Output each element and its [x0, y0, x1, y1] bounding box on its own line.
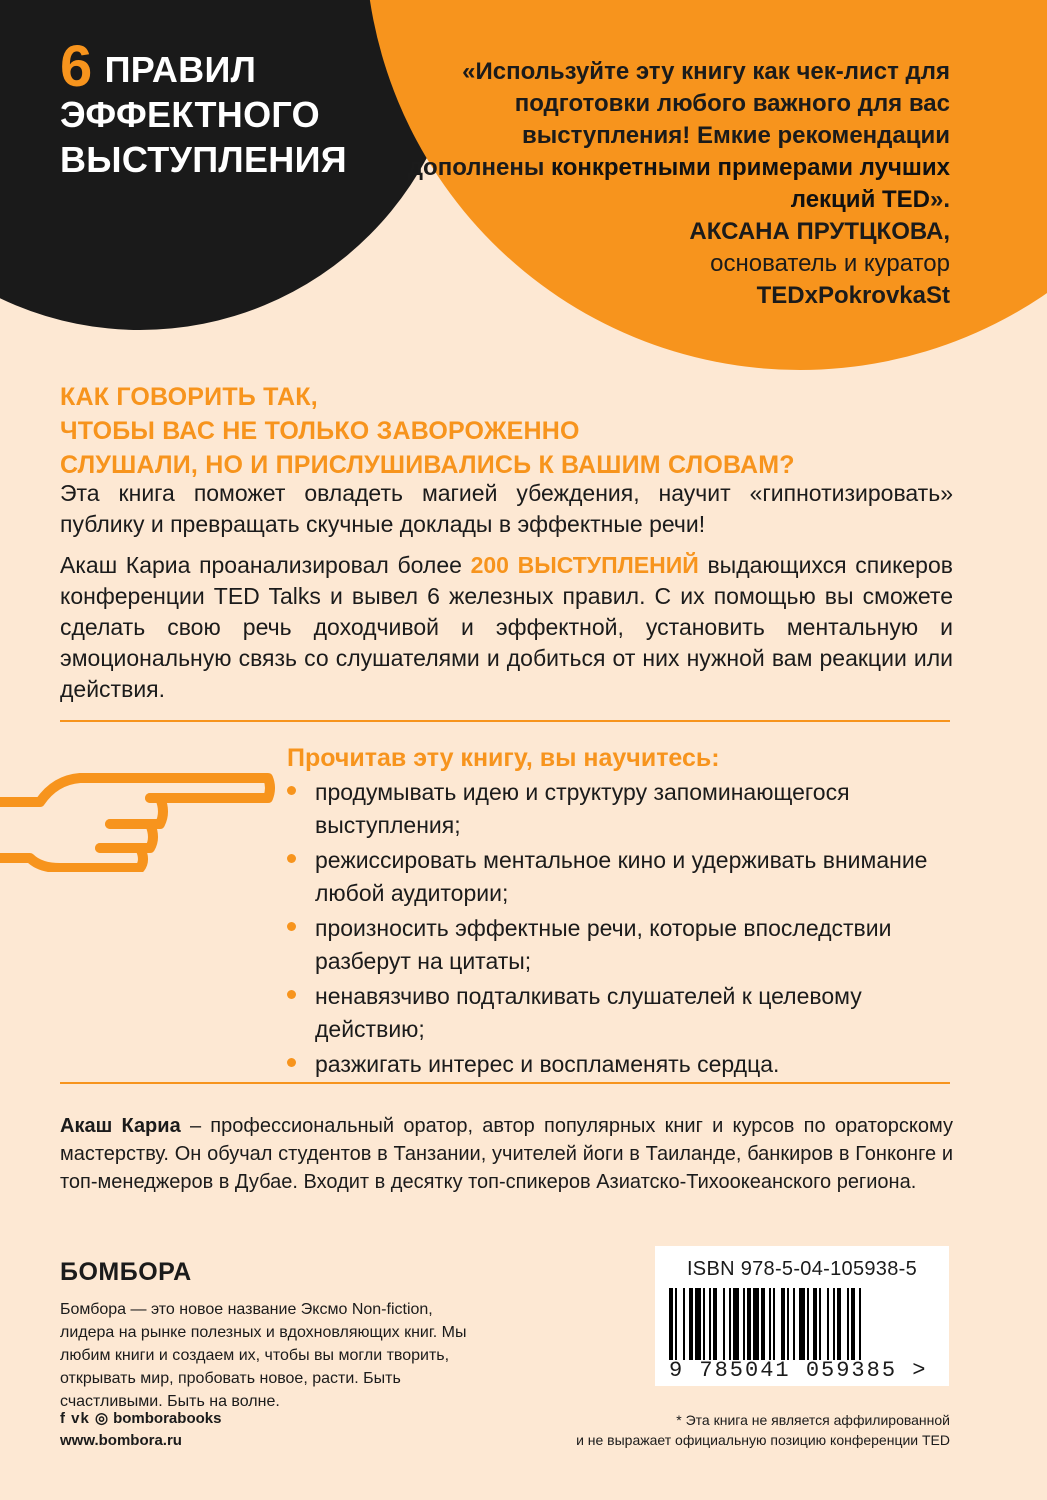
social-icons: f vk ◎ [60, 1410, 110, 1427]
book-title [60, 34, 347, 182]
bullet-icon [287, 854, 296, 863]
bullet-icon [287, 922, 296, 931]
author-name: Акаш Кариа [60, 1115, 181, 1137]
quote-author-name: АКСАНА ПРУТЦКОВА, [689, 218, 950, 245]
title-number: 6 [60, 34, 93, 99]
bullet-icon [287, 786, 296, 795]
title-line-1: ПРАВИЛ [104, 49, 257, 90]
list-item: разжигать интерес и воспламенять сердца. [287, 1048, 967, 1081]
intro-paragraph: Эта книга поможет овладеть магией убеждения, научит «гипнотизировать» публику и превращать скучные доклады в эффектные речи! [60, 480, 953, 537]
isbn-label: ISBN 978-5-04-105938-5 [686, 1258, 918, 1280]
barcode-icon [667, 1288, 937, 1360]
quote-author-role: основатель и куратор [710, 250, 950, 277]
social-handle[interactable]: bomborabooks [113, 1410, 222, 1427]
disclaimer: * Эта книга не является аффилированной и не выражает официальную позицию конференции TED [576, 1412, 950, 1448]
publisher-logo: БОМБОРА [60, 1258, 192, 1286]
quote-author [689, 216, 950, 312]
list-item: режиссировать ментальное кино и удерживать внимание любой аудитории; [287, 844, 967, 910]
list-item: произносить эффектные речи, которые впоследствии разберут на цитаты; [287, 912, 967, 978]
title-line-3: ВЫСТУПЛЕНИЯ [60, 139, 347, 180]
author-bio: Акаш Кариа – профессиональный оратор, автор популярных книг и курсов по ораторскому мастерству. Он обучал студентов в Танзании, учителей йоги в Таиланде, банкиров в Гонконге и топ-менеджеров в Дубае. Входит в десятку топ-спикеров Азиатско-Тихоокеанского региона. [60, 1115, 953, 1193]
analysis-paragraph: Акаш Кариа проанализировал более 200 ВЫСТУПЛЕНИЙ выдающихся спикеров конференции TED Talks и вывел 6 железных правил. С их помощью вы сможете сделать свою речь доходчивой и эффектной, установить ментальную и эмоциональную связь со слушателями и добиться от них нужной вам реакции или действия. [60, 552, 953, 702]
bullet-icon [287, 990, 296, 999]
publisher-description: Бомбора — это новое название Эксмо Non-fiction, лидера на рынке полезных и вдохновляющих книг. Мы любим книги и создаем их, чтобы вы могли творить, открывать мир, пробовать новое, расти. Быть счастливыми. Быть на волне. [60, 1301, 467, 1410]
title-line-2: ЭФФЕКТНОГО [60, 94, 320, 135]
analysis-highlight: 200 ВЫСТУПЛЕНИЙ [470, 552, 699, 578]
learn-list [287, 776, 967, 1083]
barcode-digits: 9 785041 059385 > [669, 1358, 928, 1383]
isbn-barcode-box [655, 1246, 949, 1386]
divider-top [60, 720, 950, 722]
endorsement-quote: «Используйте эту книгу как чек-лист для подготовки любого важного для вас выступления! Емкие рекомендации дополнены конкретными примерами лучших лекций TED». [407, 58, 950, 213]
quote-highlight: конкретными примерами лучших лекций TED [551, 154, 950, 213]
bullet-icon [287, 1058, 296, 1067]
learn-section-title: Прочитав эту книгу, вы научитесь: [287, 744, 720, 772]
divider-bottom [60, 1082, 950, 1084]
quote-author-org: TEDxPokrovkaSt [756, 282, 950, 309]
list-item: продумывать идею и структуру запоминающегося выступления; [287, 776, 967, 842]
publisher-website[interactable]: www.bombora.ru [60, 1432, 182, 1449]
list-item: ненавязчиво подталкивать слушателей к целевому действию; [287, 980, 967, 1046]
pointing-hand-icon [0, 772, 275, 872]
publisher-social [60, 1408, 221, 1452]
headline: КАК ГОВОРИТЬ ТАК, ЧТОБЫ ВАС НЕ ТОЛЬКО ЗАВОРОЖЕННО СЛУШАЛИ, НО И ПРИСЛУШИВАЛИСЬ К ВАШИМ СЛОВАМ? [60, 383, 795, 479]
